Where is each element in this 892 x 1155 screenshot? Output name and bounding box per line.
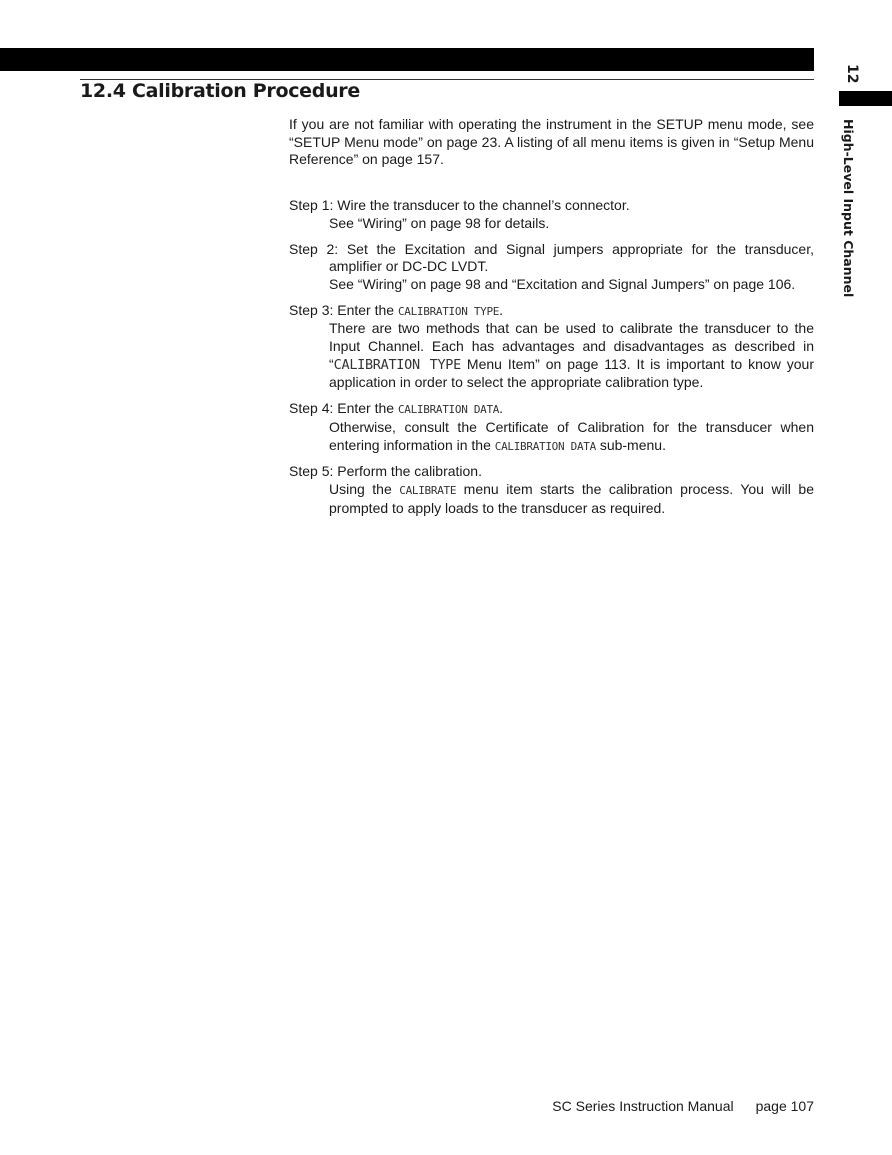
menu-item-code: CALIBRATE: [399, 483, 457, 497]
step-heading: Step 5: Perform the calibration.: [289, 463, 482, 480]
step-1: [289, 197, 814, 232]
step-body: [329, 320, 814, 392]
step-5: [289, 463, 814, 517]
step-heading-suffix: .: [499, 301, 504, 318]
menu-item-code: CALIBRATION DATA: [494, 439, 596, 453]
section-heading: 12.4 Calibration Procedure: [80, 80, 360, 102]
steps-list: [289, 197, 814, 517]
step-heading: [289, 400, 814, 419]
step-heading-text: Step 3: Enter the: [289, 301, 398, 318]
step-body-text: There are two methods that can be used to calibrate the transducer to the Input Channel. Each has advantages and disadvantages as described in “: [329, 320, 814, 372]
step-body-text: Using the: [329, 480, 400, 497]
menu-item-code: CALIBRATION TYPE: [333, 356, 461, 373]
menu-item-code: CALIBRATION TYPE: [397, 304, 500, 318]
intro-paragraph: If you are not familiar with operating the instrument in the SETUP menu mode, see “SETUP Menu mode” on page 23. A listing of all menu items is given in “Setup Menu Reference” on page 157.: [289, 116, 814, 168]
step-body: See “Wiring” on page 98 for details.: [329, 214, 550, 231]
step-body: [329, 481, 814, 517]
step-4: [289, 400, 814, 455]
step-body-text: Menu Item” on page 113. It is important to know your application in order to select the appropriate calibration type.: [329, 355, 814, 391]
step-heading: Step 2: Set the Excitation and Signal jumpers appropriate for the transducer,: [289, 240, 814, 257]
step-body-line: See “Wiring” on page 98 and “Excitation and Signal Jumpers” on page 106.: [329, 275, 796, 292]
chapter-tab: [839, 91, 892, 106]
step-body-text: menu item starts the calibration process. You will be prompted to apply loads to the transducer as required.: [329, 480, 814, 516]
step-heading: Step 1: Wire the transducer to the channel’s connector.: [289, 197, 630, 214]
header-bar: [0, 48, 814, 71]
step-2: [289, 241, 814, 294]
menu-item-code: CALIBRATION DATA: [397, 403, 500, 417]
step-body: [329, 419, 814, 455]
chapter-number: 12: [844, 64, 860, 84]
page-footer: [552, 1098, 814, 1114]
manual-title: SC Series Instruction Manual: [552, 1098, 734, 1114]
step-body-text: sub-menu.: [595, 436, 666, 453]
step-body-line: amplifier or DC-DC LVDT.: [329, 258, 489, 275]
step-heading-suffix: .: [499, 400, 504, 417]
chapter-title: High-Level Input Channel: [841, 119, 856, 298]
step-heading-text: Step 4: Enter the: [289, 400, 398, 417]
step-body-text: Otherwise, consult the Certificate of Calibration for the transducer when entering information in the: [329, 418, 814, 453]
step-heading: [289, 302, 814, 321]
page-number: page 107: [755, 1098, 814, 1114]
body-column: [289, 116, 814, 525]
step-3: [289, 302, 814, 393]
